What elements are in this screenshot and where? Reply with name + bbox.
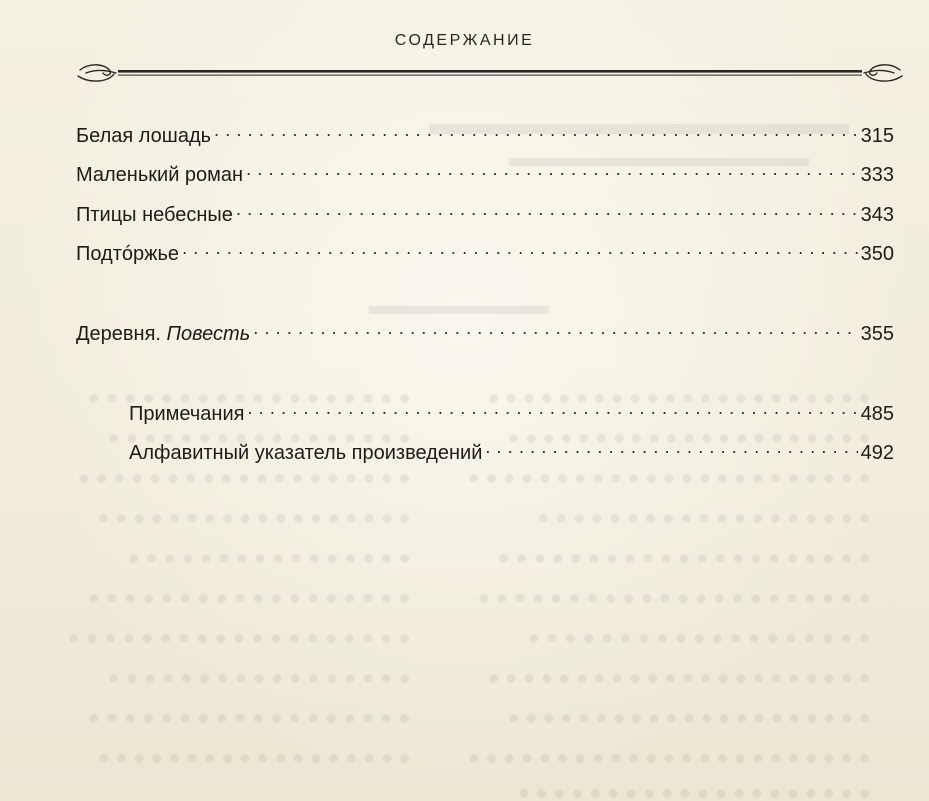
page-header: СОДЕРЖАНИЕ: [394, 32, 535, 49]
toc-entry-title: Маленький роман: [76, 164, 244, 186]
toc-entry[interactable]: [129, 435, 894, 465]
toc-entry[interactable]: [76, 157, 894, 187]
toc-entry-page: 492: [860, 442, 894, 464]
toc-entry-page: 350: [860, 243, 894, 265]
toc-entry-page: 315: [860, 125, 894, 147]
toc-entry-title: Алфавитный указатель произведений: [129, 442, 483, 464]
toc-entry-title-main: Деревня.: [76, 323, 161, 345]
toc-entry-page: 485: [860, 403, 894, 425]
dot-leader: [246, 157, 858, 181]
dot-leader: [214, 118, 858, 142]
toc-entry[interactable]: [76, 316, 894, 346]
toc-entry-title: Белая лошадь: [76, 125, 212, 147]
toc-entry-page: 343: [860, 204, 894, 226]
toc-entry-title: Подтóржье: [76, 243, 180, 265]
toc-entry-genre: Повесть: [166, 323, 251, 345]
dot-leader: [253, 316, 857, 340]
dot-leader: [182, 236, 858, 260]
toc-entry-page: 355: [860, 323, 894, 345]
toc-entry-title: [76, 322, 250, 346]
toc-entry-title: Птицы небесные: [76, 204, 233, 226]
dot-leader: [247, 396, 857, 420]
dot-leader: [236, 197, 858, 221]
dot-leader: [485, 435, 857, 459]
toc-entry[interactable]: [76, 118, 894, 148]
toc-entry[interactable]: [76, 197, 894, 227]
header-ornament-divider: [76, 60, 904, 86]
toc-entry-title: Примечания: [129, 403, 245, 425]
toc-entry-page: 333: [860, 164, 894, 186]
toc-entry[interactable]: [76, 236, 894, 266]
toc-entry[interactable]: [129, 396, 894, 426]
